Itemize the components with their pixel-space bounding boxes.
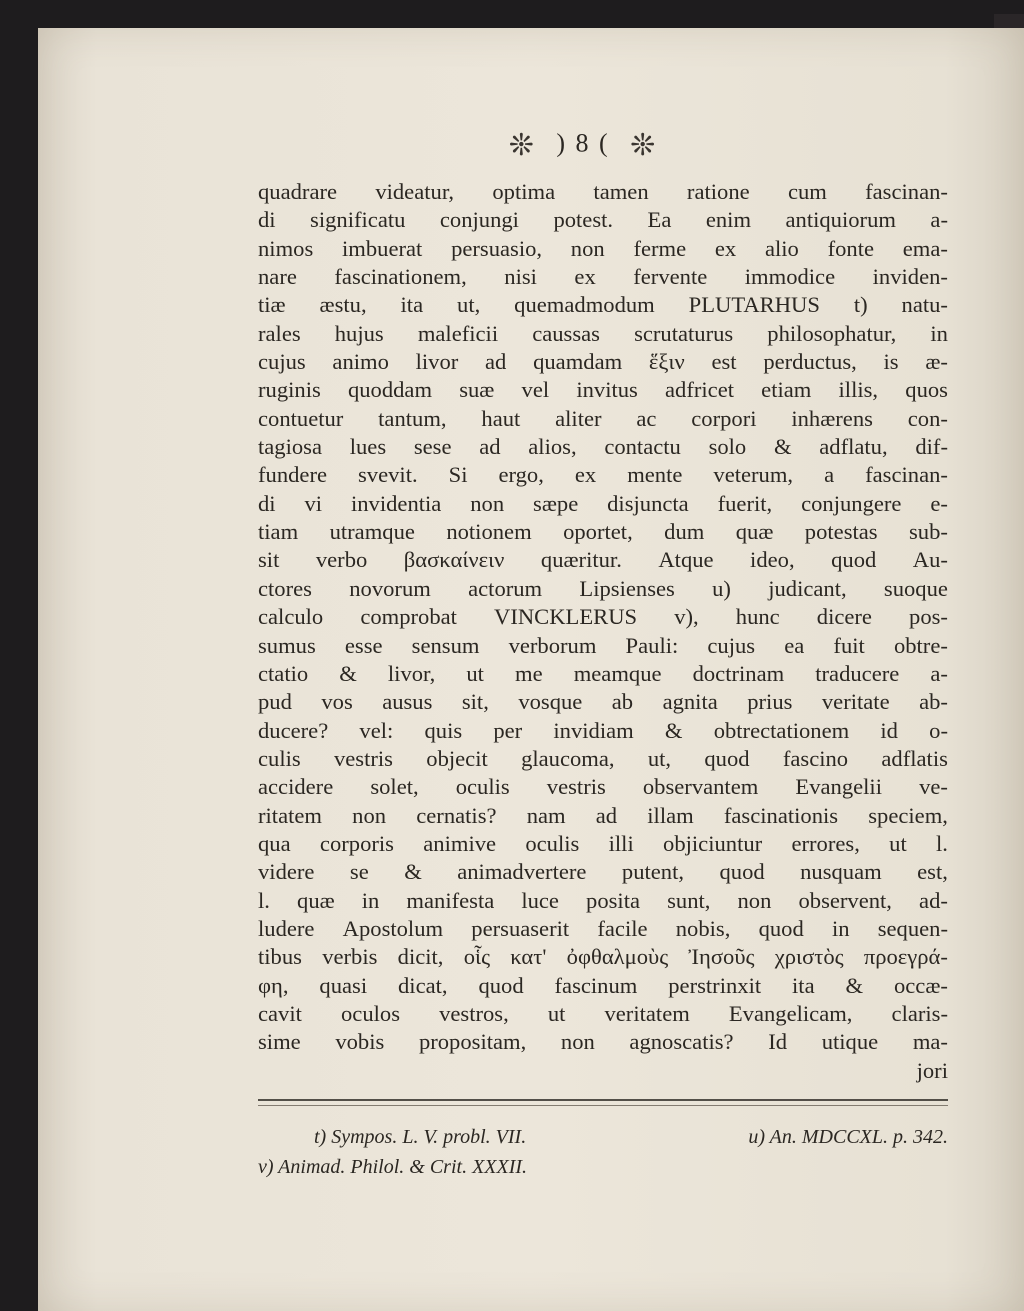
body-text xyxy=(258,178,948,1085)
text-line: videre se & animadvertere putent, quod nusquam est, xyxy=(258,859,948,885)
page-number: ) 8 ( xyxy=(556,128,610,158)
text-line: rales hujus maleficii caussas scrutaturus philosophatur, in xyxy=(258,320,948,346)
text-block xyxy=(258,128,948,1182)
text-line: fundere svevit. Si ergo, ex mente veterum, a fascinan- xyxy=(258,462,948,488)
text-line: sumus esse sensum verborum Pauli: cujus ea fuit obtre- xyxy=(258,632,948,658)
text-line: ludere Apostolum persuaserit facile nobis, quod in sequen- xyxy=(258,915,948,941)
text-line: pud vos ausus sit, vosque ab agnita prius veritate ab- xyxy=(258,689,948,715)
footnote-row-1 xyxy=(258,1122,948,1152)
text-line: tagiosa lues sese ad alios, contactu solo & adflatu, dif- xyxy=(258,434,948,460)
text-line: jori xyxy=(916,1057,948,1083)
footnote-v: v) Animad. Philol. & Crit. XXXII. xyxy=(258,1156,528,1178)
footnote-u: u) An. MDCCXL. p. 342. xyxy=(748,1126,948,1148)
text-line: calculo comprobat VINCKLERUS v), hunc dicere pos- xyxy=(258,604,948,630)
ornament-left-icon: ❊ xyxy=(508,129,536,162)
text-line: l. quæ in manifesta luce posita sunt, non observent, ad- xyxy=(258,887,948,913)
text-line: tiæ æstu, ita ut, quemadmodum PLUTARHUS t) natu- xyxy=(258,292,948,318)
text-line: accidere solet, oculis vestris observantem Evangelii ve- xyxy=(258,774,948,800)
text-line: contuetur tantum, haut aliter ac corpori inhærens con- xyxy=(258,405,948,431)
text-line: cujus animo livor ad quamdam ἕξιν est perductus, is æ- xyxy=(258,349,948,375)
text-line: tiam utramque notionem oportet, dum quæ potestas sub- xyxy=(258,519,948,545)
text-line: nare fascinationem, nisi ex fervente immodice inviden- xyxy=(258,264,948,290)
text-line: culis vestris objecit glaucoma, ut, quod fascino adflatis xyxy=(258,745,948,771)
text-line: sit verbo βασκαίνειν quæritur. Atque ideo, quod Au- xyxy=(258,547,948,573)
text-line: ruginis quoddam suæ vel invitus adfricet etiam illis, quos xyxy=(258,377,948,403)
text-line: ritatem non cernatis? nam ad illam fascinationis speciem, xyxy=(258,802,948,828)
text-line: ducere? vel: quis per invidiam & obtrectationem id o- xyxy=(258,717,948,743)
text-line: ctores novorum actorum Lipsienses u) judicant, suoque xyxy=(258,575,948,601)
ornament-right-icon: ❊ xyxy=(630,129,658,162)
text-line: nimos imbuerat persuasio, non ferme ex alio fonte ema- xyxy=(258,235,948,261)
footnotes xyxy=(258,1122,948,1182)
text-line: di vi invidentia non sæpe disjuncta fuerit, conjungere e- xyxy=(258,490,948,516)
text-line: φη, quasi dicat, quod fascinum perstrinxit ita & occæ- xyxy=(258,972,948,998)
text-line: sime vobis propositam, non agnoscatis? Id utique ma- xyxy=(258,1029,948,1055)
text-line: cavit oculos vestros, ut veritatem Evangelicam, claris- xyxy=(258,1000,948,1026)
text-line: ctatio & livor, ut me meamque doctrinam traducere a- xyxy=(258,660,948,686)
text-line: tibus verbis dicit, οἷς κατ' ὀφθαλμοὺς Ἰησοῦς χριστὸς προεγρά- xyxy=(258,944,948,970)
text-line: qua corporis animive oculis illi objiciuntur errores, ut l. xyxy=(258,830,948,856)
footnote-rule xyxy=(258,1099,948,1106)
footnote-t: t) Sympos. L. V. probl. VII. xyxy=(314,1126,527,1148)
text-line: quadrare videatur, optima tamen ratione cum fascinan- xyxy=(258,179,948,204)
footnote-row-2 xyxy=(258,1152,948,1182)
text-line: di significatu conjungi potest. Ea enim antiquiorum a- xyxy=(258,207,948,233)
page-header xyxy=(258,128,948,172)
